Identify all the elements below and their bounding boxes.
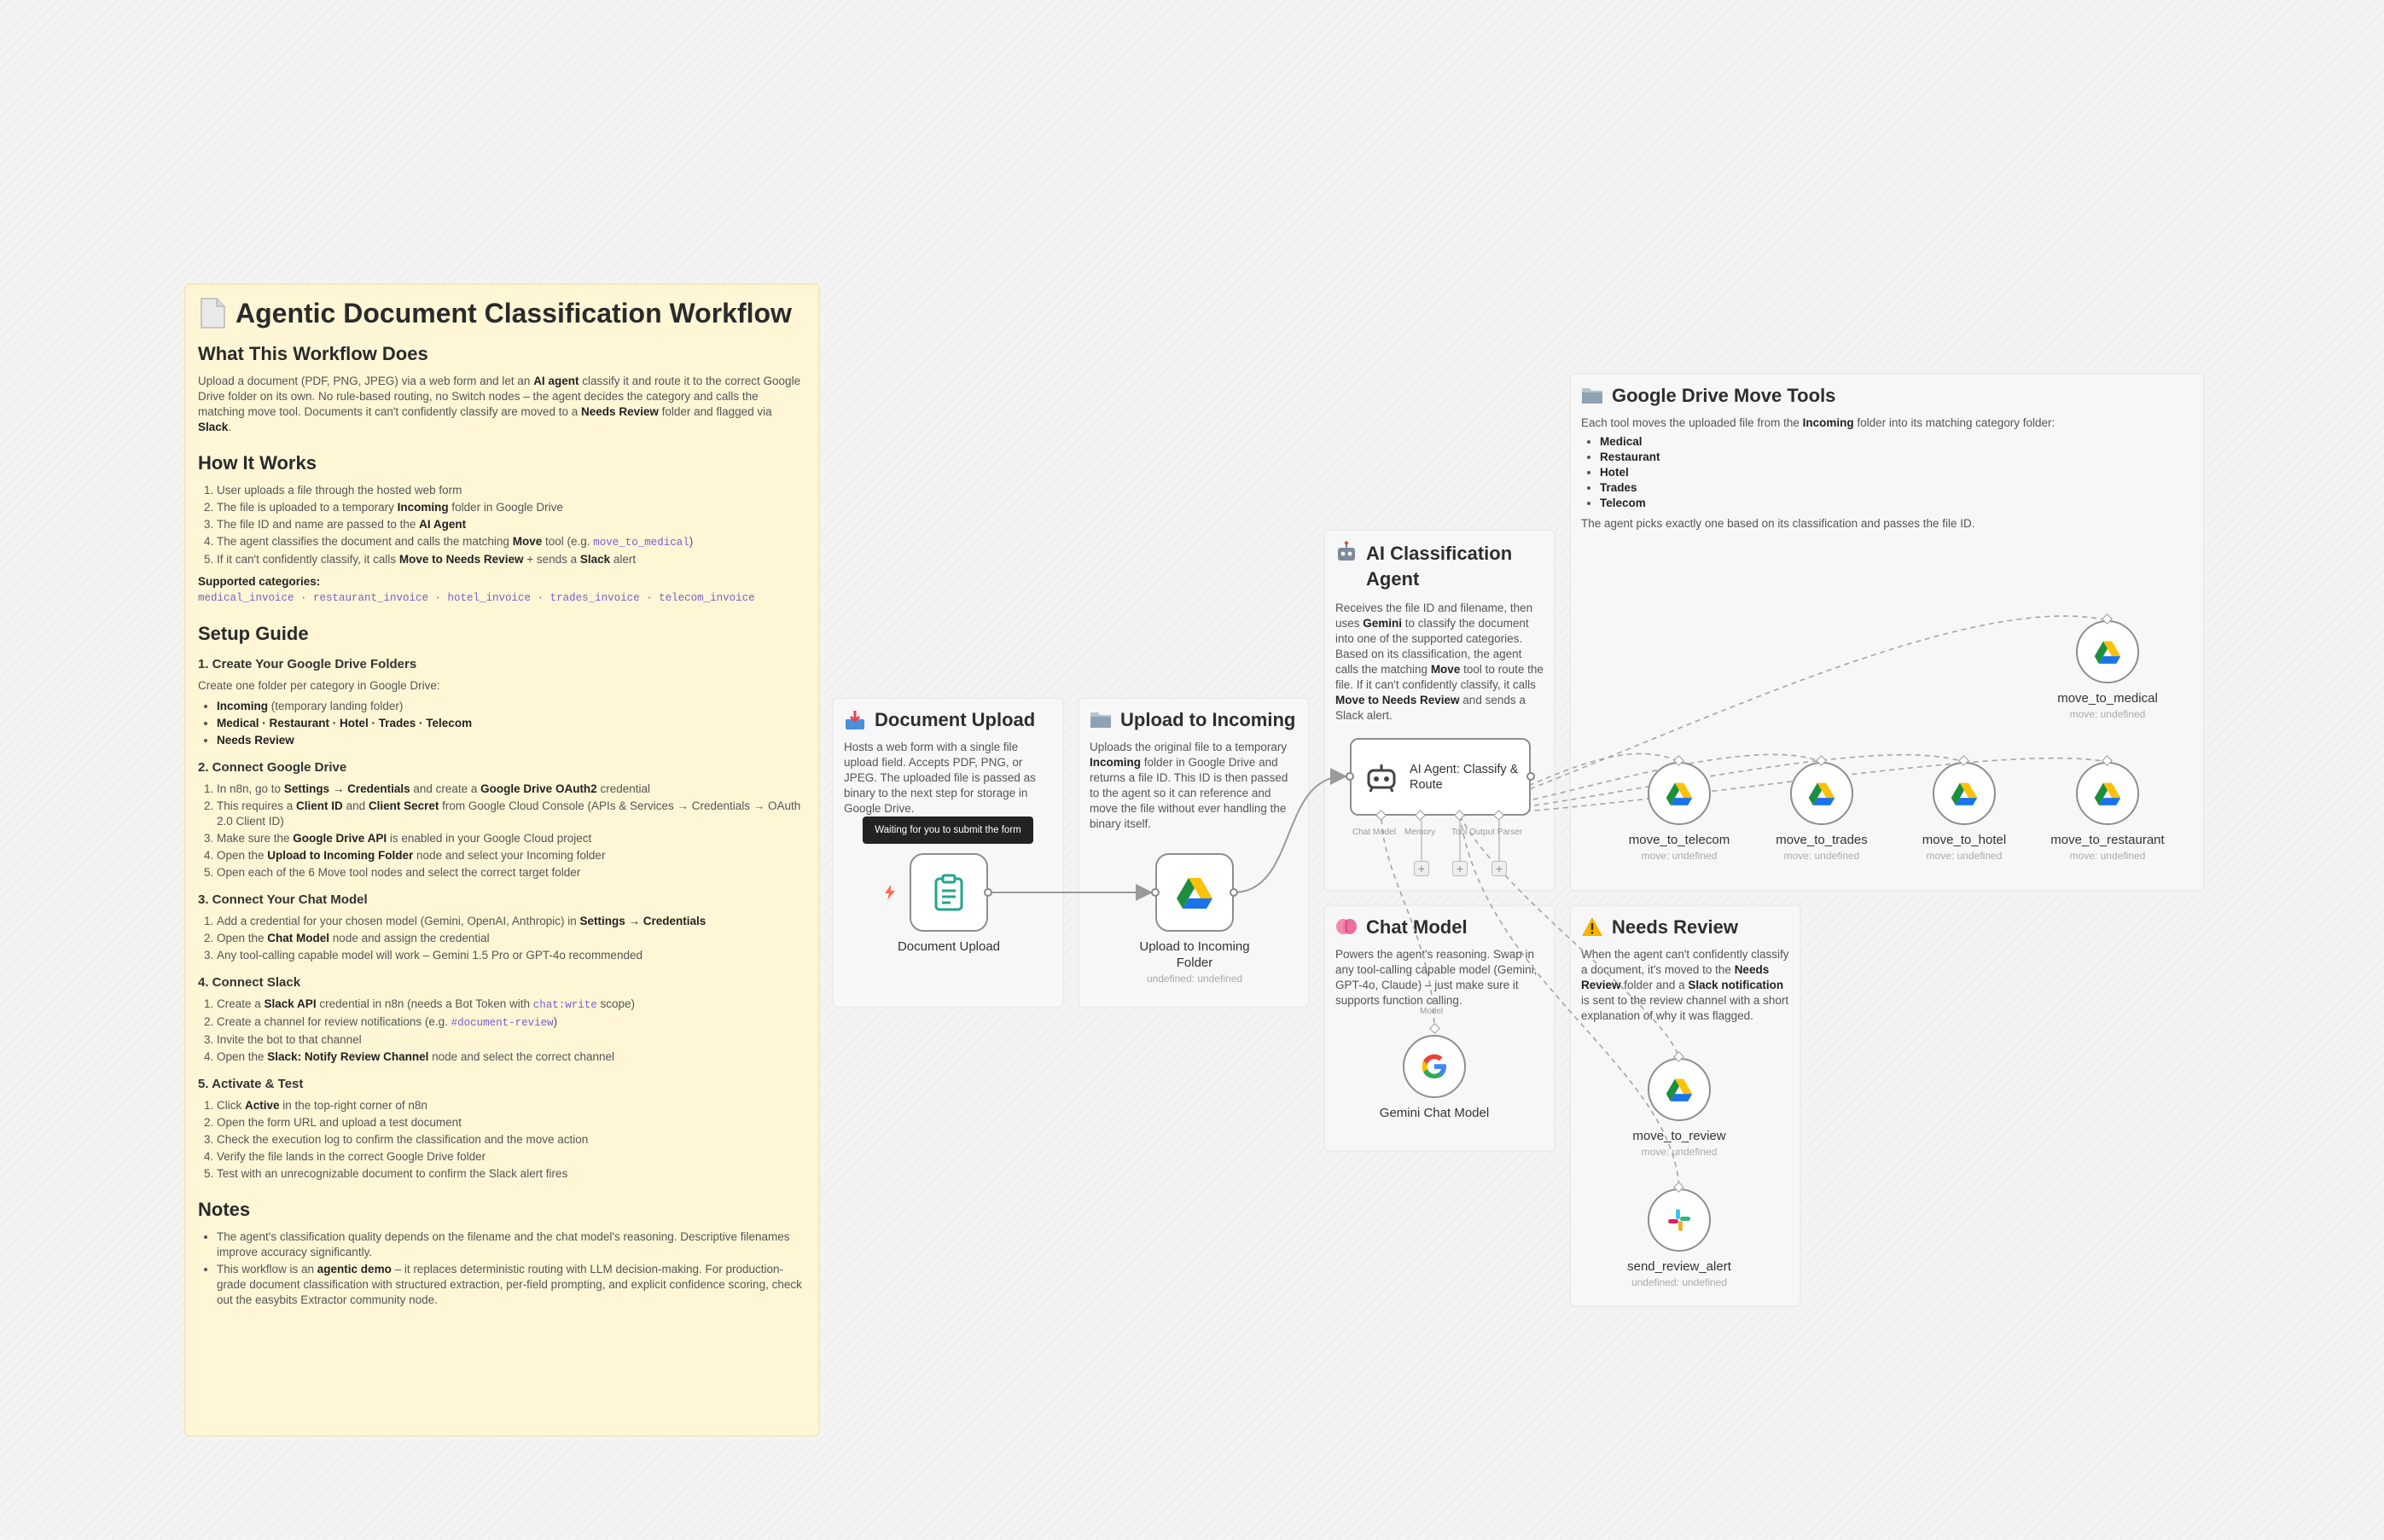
notes-heading: Notes bbox=[198, 1199, 251, 1220]
node-gemini-label: Gemini Chat Model bbox=[1379, 1106, 1490, 1120]
setup-section-title: 5. Activate & Test bbox=[198, 1077, 304, 1091]
sticky-incoming-title: Upload to Incoming bbox=[1120, 709, 1296, 730]
setup-section-list bbox=[198, 699, 806, 748]
google-drive-icon bbox=[1176, 876, 1213, 909]
tool-category-item: • Hotel bbox=[1600, 465, 2193, 480]
google-drive-icon bbox=[1666, 782, 1693, 805]
node-ai-agent[interactable] bbox=[1350, 738, 1531, 816]
page-icon bbox=[198, 297, 227, 329]
what-heading: What This Workflow Does bbox=[198, 343, 428, 364]
setup-section-title: 2. Connect Google Drive bbox=[198, 760, 347, 775]
trigger-bolt-icon bbox=[883, 885, 897, 900]
list-item: • Needs Review bbox=[217, 733, 806, 748]
list-item: 2. Open the Chat Model node and assign the credential bbox=[217, 931, 806, 946]
node-agent-label: AI Agent: Classify & Route bbox=[1410, 762, 1519, 792]
robot-icon bbox=[1365, 761, 1398, 793]
list-item: 1. In n8n, go to Settings → Credentials and create a Google Drive OAuth2 credential bbox=[217, 782, 806, 797]
hotel-circle[interactable] bbox=[1933, 762, 1996, 825]
tool-category-item: • Restaurant bbox=[1600, 450, 2193, 465]
setup-section-list bbox=[198, 997, 806, 1065]
supported-categories: medical_invoice · restaurant_invoice · hotel_invoice · trades_invoice · telecom_invoice bbox=[198, 592, 755, 604]
slack-sub: undefined: undefined bbox=[1631, 1276, 1728, 1288]
node-move-to-restaurant[interactable] bbox=[2038, 762, 2178, 862]
restaurant-label: move_to_restaurant bbox=[2050, 833, 2165, 847]
inbox-tray-icon bbox=[844, 709, 866, 731]
folder-icon bbox=[1581, 385, 1603, 405]
sticky-chat-title: Chat Model bbox=[1366, 916, 1468, 938]
setup-section-title: 1. Create Your Google Drive Folders bbox=[198, 657, 417, 671]
node-document-upload[interactable] bbox=[887, 853, 1010, 955]
add-memory-button[interactable]: + bbox=[1414, 861, 1429, 876]
how-heading: How It Works bbox=[198, 452, 317, 474]
trades-sub: move: undefined bbox=[1783, 850, 1860, 862]
sticky-tools-outro: The agent picks exactly one based on its classification and passes the file ID. bbox=[1581, 517, 1975, 530]
google-drive-icon bbox=[1808, 782, 1835, 805]
node-move-to-medical[interactable] bbox=[2042, 620, 2173, 720]
list-item: 3. The file ID and name are passed to the AI Agent bbox=[217, 517, 806, 532]
list-item: 5. Test with an unrecognizable document to confirm the Slack alert fires bbox=[217, 1166, 806, 1182]
sticky-chat-body: Powers the agent's reasoning. Swap in any tool-calling capable model (Gemini, GPT-4o, Claude) – just make sure it supports function calling. bbox=[1335, 948, 1538, 1007]
incoming-input-port[interactable] bbox=[1151, 888, 1160, 897]
setup-section-list bbox=[198, 914, 806, 963]
list-item: 4. Open the Slack: Notify Review Channel node and select the correct channel bbox=[217, 1049, 806, 1065]
restaurant-circle[interactable] bbox=[2076, 762, 2139, 825]
agent-input-port[interactable] bbox=[1346, 772, 1354, 781]
slack-circle[interactable] bbox=[1648, 1188, 1711, 1252]
list-item: 3. Make sure the Google Drive API is enabled in your Google Cloud project bbox=[217, 831, 806, 846]
node-send-review-alert[interactable] bbox=[1614, 1188, 1745, 1288]
sticky-review-body: When the agent can't confidently classify a document, it's moved to the Needs Review folder and a Slack notification is sent to the review channel with a short explanation of why it was flagged. bbox=[1581, 948, 1789, 1022]
hotel-sub: move: undefined bbox=[1926, 850, 2003, 862]
setup-section-title: 4. Connect Slack bbox=[198, 975, 301, 990]
list-item: 2. The file is uploaded to a temporary Incoming folder in Google Drive bbox=[217, 500, 806, 515]
telecom-label: move_to_telecom bbox=[1628, 833, 1730, 847]
setup-section-list bbox=[198, 782, 806, 880]
list-item: 3. Check the execution log to confirm the classification and the move action bbox=[217, 1132, 806, 1148]
list-item: 4. Verify the file lands in the correct Google Drive folder bbox=[217, 1149, 806, 1165]
trades-label: move_to_trades bbox=[1776, 833, 1868, 847]
gemini-port-label: Model bbox=[1420, 1007, 1444, 1016]
medical-circle[interactable] bbox=[2076, 620, 2139, 683]
folder-icon bbox=[1090, 709, 1112, 729]
setup-heading: Setup Guide bbox=[198, 623, 309, 644]
agent-port-tool-label: Tool bbox=[1451, 828, 1468, 837]
google-drive-icon bbox=[1951, 782, 1978, 805]
upload-output-port[interactable] bbox=[984, 888, 992, 897]
slack-icon bbox=[1666, 1207, 1692, 1233]
agent-port-chat-label: Chat Model bbox=[1352, 828, 1397, 837]
node-upload-label: Document Upload bbox=[897, 939, 1001, 954]
list-item: 3. Any tool-calling capable model will work – Gemini 1.5 Pro or GPT-4o recommended bbox=[217, 948, 806, 963]
list-item: 1. Add a credential for your chosen model (Gemini, OpenAI, Anthropic) in Settings → Credentials bbox=[217, 914, 806, 929]
list-item: • Incoming (temporary landing folder) bbox=[217, 699, 806, 714]
medical-sub: move: undefined bbox=[2069, 708, 2146, 720]
list-item: 2. Open the form URL and upload a test document bbox=[217, 1115, 806, 1130]
sticky-upload-body: Hosts a web form with a single file upload field. Accepts PDF, PNG, or JPEG. The uploaded file is passed as binary to the next step for storage in Google Drive. bbox=[844, 741, 1036, 815]
restaurant-sub: move: undefined bbox=[2069, 850, 2146, 862]
list-item: 1. Create a Slack API credential in n8n (needs a Bot Token with chat:write scope) bbox=[217, 997, 806, 1013]
robot-icon bbox=[1335, 541, 1358, 563]
list-item: 5. If it can't confidently classify, it calls Move to Needs Review + sends a Slack alert bbox=[217, 552, 806, 567]
list-item: 5. Open each of the 6 Move tool nodes and select the correct target folder bbox=[217, 865, 806, 880]
list-item: • Medical · Restaurant · Hotel · Trades · Telecom bbox=[217, 716, 806, 731]
list-item: • The agent's classification quality depends on the filename and the chat model's reasoning. Descriptive filenames improve accuracy significantly. bbox=[217, 1229, 806, 1260]
sticky-upload-title: Document Upload bbox=[875, 709, 1036, 730]
list-item: • This workflow is an agentic demo – it replaces deterministic routing with LLM decision-making. For production-grade document classification with structured extraction, per-field prompting, and explicit confidence scoring, check out the easybits Extractor community node. bbox=[217, 1262, 806, 1308]
agent-port-parser-label: Output Parser bbox=[1469, 828, 1523, 837]
google-drive-icon bbox=[2094, 640, 2121, 664]
telecom-sub: move: undefined bbox=[1641, 850, 1718, 862]
review-sub: move: undefined bbox=[1641, 1146, 1718, 1158]
node-incoming-box[interactable] bbox=[1155, 853, 1234, 932]
sticky-tools-title: Google Drive Move Tools bbox=[1612, 385, 1836, 406]
add-tool-button[interactable]: + bbox=[1452, 861, 1468, 876]
hotel-label: move_to_hotel bbox=[1922, 833, 2007, 847]
node-gemini-chat-model[interactable] bbox=[1360, 1035, 1509, 1121]
node-upload-box[interactable] bbox=[910, 853, 988, 932]
brain-icon bbox=[1335, 916, 1358, 937]
list-item: 2. Create a channel for review notifications (e.g. #document-review) bbox=[217, 1014, 806, 1031]
how-steps bbox=[198, 483, 806, 567]
setup-section-list bbox=[198, 1098, 806, 1182]
medical-label: move_to_medical bbox=[2057, 691, 2158, 706]
node-upload-incoming[interactable] bbox=[1133, 853, 1256, 985]
node-move-to-trades[interactable] bbox=[1756, 762, 1887, 862]
doc-title: Agentic Document Classification Workflow bbox=[235, 297, 792, 328]
node-move-to-review[interactable] bbox=[1614, 1058, 1745, 1158]
agent-stub-lines bbox=[1350, 816, 1538, 867]
google-g-icon bbox=[1420, 1052, 1449, 1081]
tool-category-item: • Telecom bbox=[1600, 496, 2193, 511]
tool-category-item: • Medical bbox=[1600, 434, 2193, 450]
sticky-incoming-body: Uploads the original file to a temporary Incoming folder in Google Drive and returns a file ID. This ID is then passed to the agent so it can reference and move the file without ever handling the binary itself. bbox=[1090, 741, 1288, 830]
review-label: move_to_review bbox=[1632, 1129, 1726, 1143]
list-item: 2. This requires a Client ID and Client Secret from Google Cloud Console (APIs & Services → Credentials → OAuth 2.0 Client ID) bbox=[217, 799, 806, 829]
node-gemini-circle[interactable] bbox=[1403, 1035, 1466, 1098]
setup-sections bbox=[198, 657, 806, 1182]
tool-category-item: • Trades bbox=[1600, 480, 2193, 496]
google-drive-icon bbox=[1666, 1078, 1693, 1101]
agent-port-memory-label: Memory bbox=[1404, 828, 1436, 837]
node-move-to-telecom[interactable] bbox=[1614, 762, 1745, 862]
node-move-to-hotel[interactable] bbox=[1898, 762, 2030, 862]
incoming-output-port[interactable] bbox=[1230, 888, 1238, 897]
review-circle[interactable] bbox=[1648, 1058, 1711, 1121]
sticky-agent-title: AI Classification Agent bbox=[1366, 543, 1513, 590]
setup-section-intro: Create one folder per category in Google Drive: bbox=[198, 679, 440, 692]
sticky-agent-body: Receives the file ID and filename, then uses Gemini to classify the document into one of the supported categories. Based on its classification, the agent calls the matching Move tool to route the file. If it can't confidently classify, it calls Move to Needs Review and sends a Slack alert. bbox=[1335, 601, 1544, 722]
sticky-tools-list bbox=[1581, 434, 2193, 511]
workflow-documentation-note[interactable] bbox=[184, 283, 820, 1437]
node-agent-box[interactable] bbox=[1350, 738, 1531, 816]
node-incoming-sub: undefined: undefined bbox=[1146, 973, 1243, 985]
slack-label: send_review_alert bbox=[1627, 1259, 1731, 1274]
list-item: 1. User uploads a file through the hosted web form bbox=[217, 483, 806, 498]
warning-icon bbox=[1581, 916, 1603, 937]
node-incoming-label: Upload to Incoming Folder bbox=[1139, 939, 1250, 970]
notes-list bbox=[198, 1229, 806, 1308]
add-parser-button[interactable]: + bbox=[1491, 861, 1507, 876]
supported-label: Supported categories: bbox=[198, 575, 321, 588]
list-item: 4. Open the Upload to Incoming Folder node and select your Incoming folder bbox=[217, 848, 806, 863]
list-item: 3. Invite the bot to that channel bbox=[217, 1032, 806, 1048]
agent-output-port[interactable] bbox=[1526, 772, 1535, 781]
list-item: 4. The agent classifies the document and calls the matching Move tool (e.g. move_to_medical) bbox=[217, 534, 806, 550]
sticky-tools-intro: Each tool moves the uploaded file from the Incoming folder into its matching category folder: bbox=[1581, 416, 2055, 429]
setup-section-title: 3. Connect Your Chat Model bbox=[198, 892, 368, 907]
what-body: Upload a document (PDF, PNG, JPEG) via a web form and let an AI agent classify it and route it to the correct Google Drive folder on its own. No rule-based routing, no Switch nodes – the agent decides the category and calls the matching move tool. Documents it can't confidently classify are moved to a Needs Review folder and flagged via Slack. bbox=[198, 375, 801, 433]
list-item: 1. Click Active in the top-right corner of n8n bbox=[217, 1098, 806, 1113]
trades-circle[interactable] bbox=[1790, 762, 1853, 825]
google-drive-icon bbox=[2094, 782, 2121, 805]
sticky-review-title: Needs Review bbox=[1612, 916, 1738, 938]
form-clipboard-icon bbox=[932, 874, 966, 911]
form-waiting-tooltip: Waiting for you to submit the form bbox=[863, 816, 1033, 844]
telecom-circle[interactable] bbox=[1648, 762, 1711, 825]
